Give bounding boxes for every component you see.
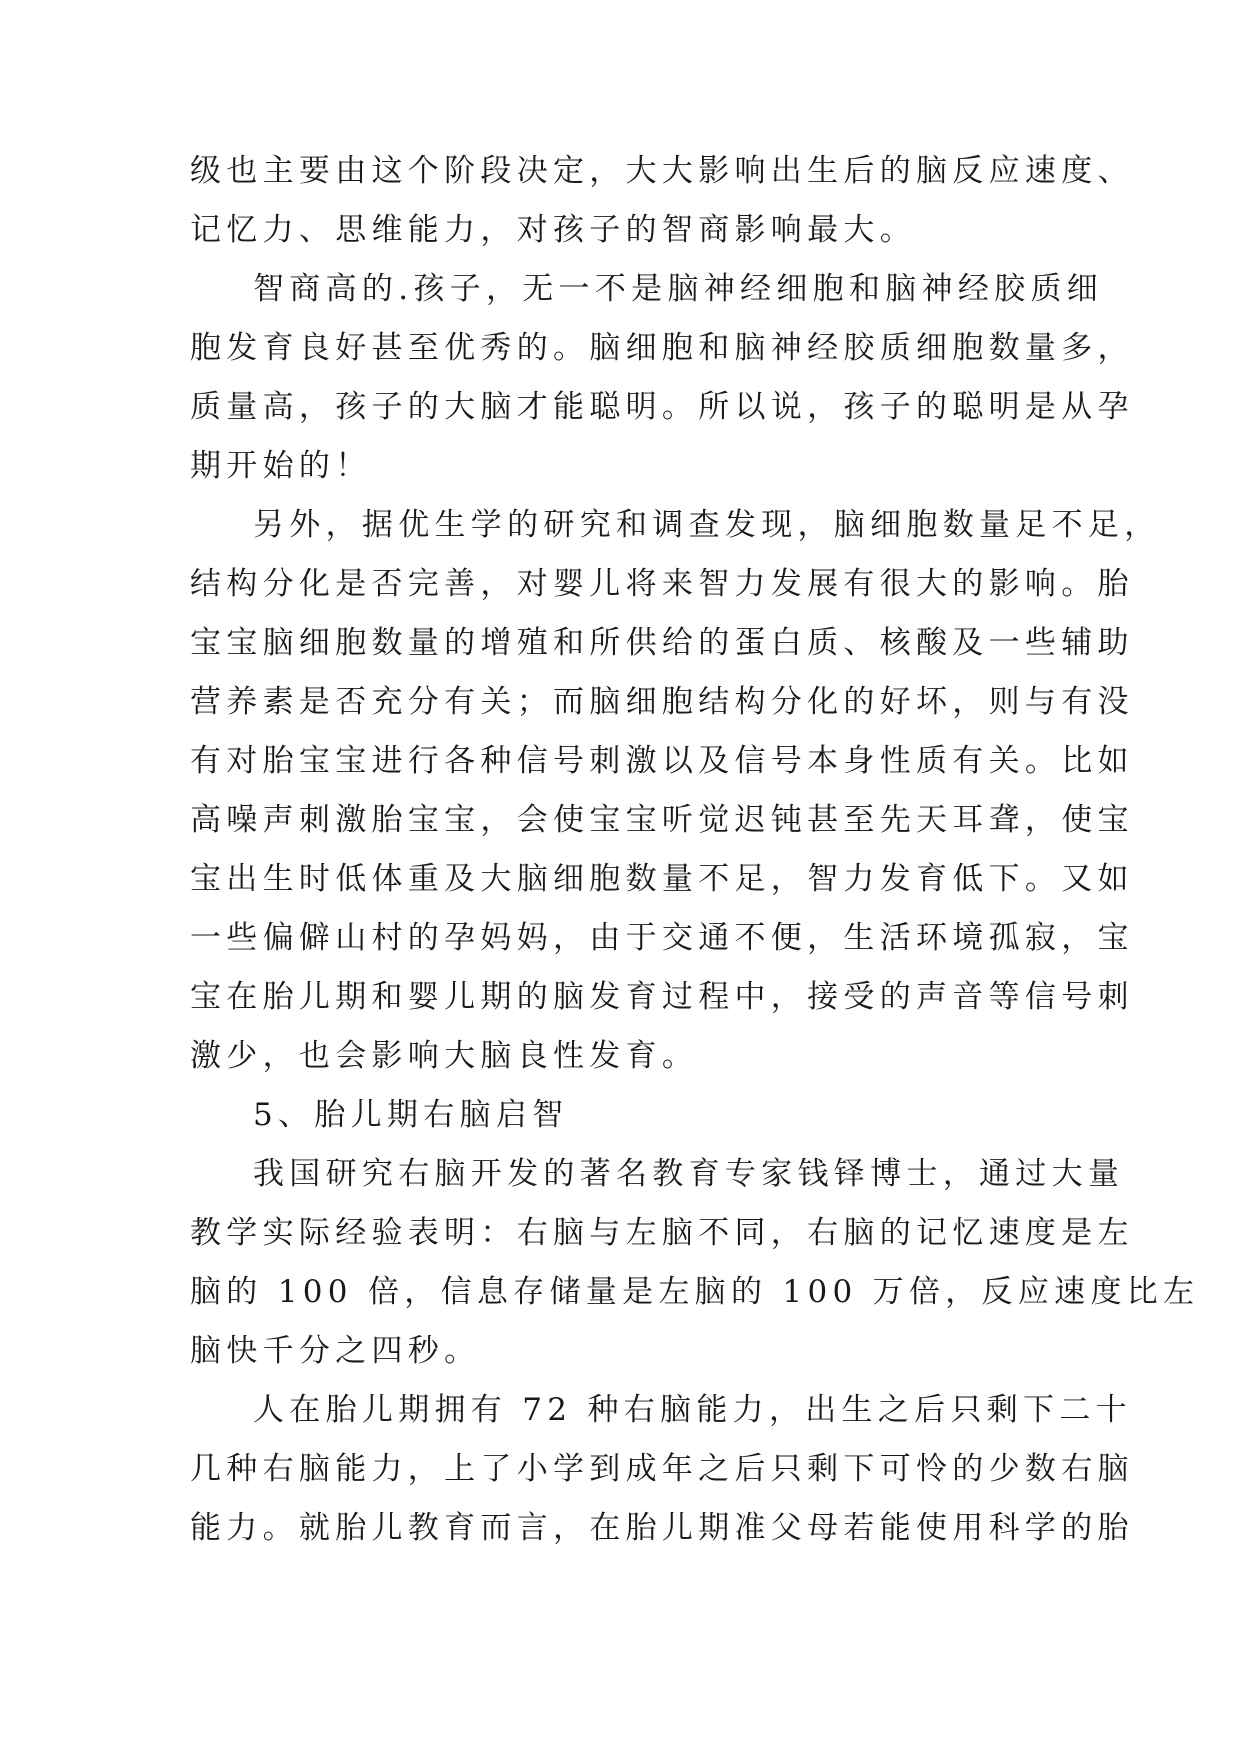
text-line: 宝在胎儿期和婴儿期的脑发育过程中，接受的声音等信号刺	[190, 979, 1134, 1015]
text-line: 有对胎宝宝进行各种信号刺激以及信号本身性质有关。比如	[190, 743, 1134, 779]
text-line: 激少，也会影响大脑良性发育。	[190, 1038, 699, 1074]
text-line: 期开始的！	[190, 448, 372, 484]
text-line: 脑的 100 倍，信息存储量是左脑的 100 万倍，反应速度比左	[190, 1274, 1200, 1310]
paragraph-first-line: 智商高的.孩子，无一不是脑神经细胞和脑神经胶质细	[253, 271, 1104, 307]
text-line: 记忆力、思维能力，对孩子的智商影响最大。	[190, 212, 916, 248]
text-line: 营养素是否充分有关；而脑细胞结构分化的好坏，则与有没	[190, 684, 1134, 720]
section-heading: 5、胎儿期右脑启智	[253, 1097, 569, 1133]
text-line: 宝出生时低体重及大脑细胞数量不足，智力发育低下。又如	[190, 861, 1134, 897]
text-line: 几种右脑能力，上了小学到成年之后只剩下可怜的少数右脑	[190, 1451, 1134, 1487]
text-line: 高噪声刺激胎宝宝，会使宝宝听觉迟钝甚至先天耳聋，使宝	[190, 802, 1134, 838]
text-line: 级也主要由这个阶段决定，大大影响出生后的脑反应速度、	[190, 153, 1134, 189]
text-line: 结构分化是否完善，对婴儿将来智力发展有很大的影响。胎	[190, 566, 1134, 602]
text-line: 宝宝脑细胞数量的增殖和所供给的蛋白质、核酸及一些辅助	[190, 625, 1134, 661]
text-line: 质量高，孩子的大脑才能聪明。所以说，孩子的聪明是从孕	[190, 389, 1134, 425]
text-line: 脑快千分之四秒。	[190, 1333, 481, 1369]
paragraph-first-line: 我国研究右脑开发的著名教育专家钱铎博士，通过大量	[253, 1156, 1125, 1192]
text-line: 教学实际经验表明：右脑与左脑不同，右脑的记忆速度是左	[190, 1215, 1134, 1251]
text-line: 能力。就胎儿教育而言，在胎儿期准父母若能使用科学的胎	[190, 1510, 1134, 1546]
paragraph-first-line: 人在胎儿期拥有 72 种右脑能力，出生之后只剩下二十	[253, 1392, 1132, 1428]
text-line: 胞发育良好甚至优秀的。脑细胞和脑神经胶质细胞数量多，	[190, 330, 1134, 366]
text-line: 一些偏僻山村的孕妈妈，由于交通不便，生活环境孤寂，宝	[190, 920, 1134, 956]
paragraph-first-line: 另外，据优生学的研究和调查发现，脑细胞数量足不足，	[253, 507, 1161, 543]
